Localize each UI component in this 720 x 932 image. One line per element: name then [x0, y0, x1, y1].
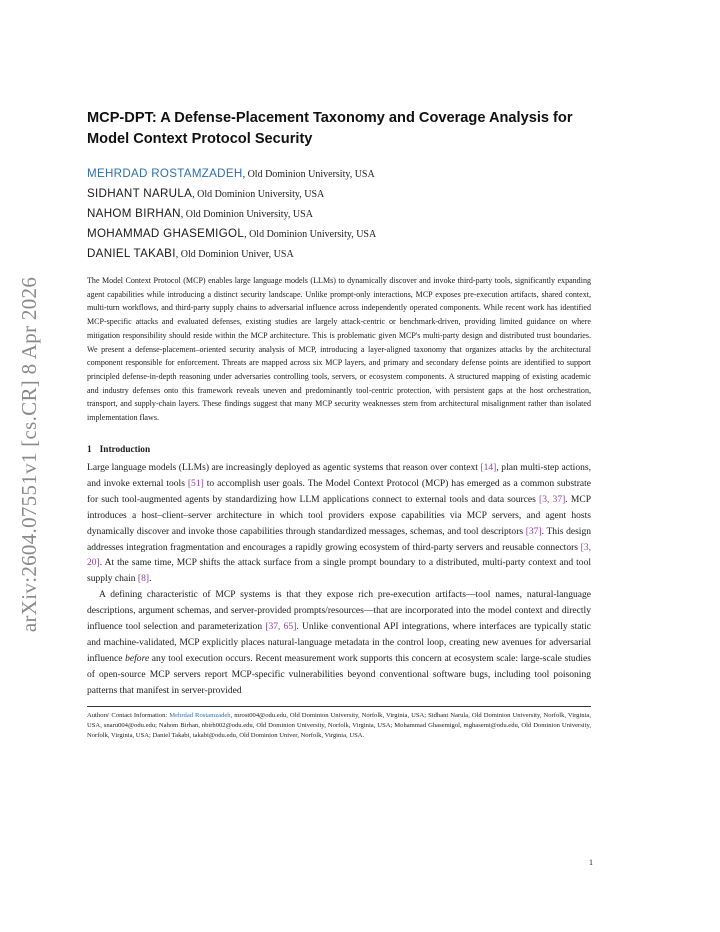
paper-page [87, 108, 591, 741]
text-run: . Unlike conventional API integrations, where interfaces are typically static and machine-validated, MCP explicitly places natural-language metadata in the control loop, creating new avenues for adversarial influence [87, 621, 591, 665]
citation-link[interactable]: [51] [187, 477, 204, 489]
text-run: any tool execution occurs. Recent measurement work supports this concern at ecosystem scale: large-scale studies of open-source MCP servers report MCP-specific vulnerabilities beyond conventional software bugs, including tool poisoning patterns that manifest in server-provided [87, 653, 591, 697]
author-5 [87, 244, 591, 264]
author-name[interactable]: MEHRDAD ROSTAMZADEH [87, 167, 243, 180]
author-4 [87, 224, 591, 244]
emphasis-text: before [125, 653, 150, 665]
abstract: The Model Context Protocol (MCP) enables large language models (LLMs) to dynamically discover and invoke third-party tools, significantly expanding agent capabilities while introducing a distinct security landscape. Unlike prompt-only interactions, MCP exposes pre-execution artifacts, shared context, multi-turn workflows, and third-party supply chains to adversarial influence across independently operated components. While recent work has identified MCP-specific attacks and evaluated defenses, existing studies are largely attack-centric or benchmark-driven, providing limited guidance on where mitigation responsibility should reside within the MCP architecture. This is problematic given MCP's multi-party design and distributed trust boundaries. We present a defense-placement–oriented security analysis of MCP, introducing a layer-aligned taxonomy that organizes attacks by the architectural component responsible for enforcement. Threats are mapped across six MCP layers, and primary and secondary defense points are identified to support principled defense-in-depth reasoning under adversaries controlling tools, servers, or ecosystem components. A structured mapping of existing academic and industry defenses onto this framework reveals uneven and predominantly tool-centric protection, with persistent gaps at the host orchestration, transport, and supply-chain layers. These findings suggest that many MCP security weaknesses stem from architectural misalignment rather than isolated implementation flaws. [87, 276, 591, 423]
author-affiliation: , Old Dominion University, USA [192, 189, 325, 200]
text-run: . MCP introduces a host–client–server architecture in which tool providers expose capabilities via MCP servers, and agent hosts dynamically discover and invoke those capabilities through standardized messages, schemas, and tool descriptors [87, 493, 592, 537]
author-name: DANIEL TAKABI [87, 247, 176, 260]
citation-link[interactable]: [3, 20] [87, 541, 591, 569]
text-run: , mrost004@odu.edu, Old Dominion University, Norfolk, Virginia, USA; Sidhant Narula, Old Dominion University, Norfolk, Virginia, USA, snaru004@odu.edu; Nahom Birhan, nbirh002@odu.edu, Old Dominion University, Norfolk, Virginia, USA; Mohammad Ghasemigol, mghasemi@odu.edu, Old Dominion University, Norfolk, Virginia, USA; Daniel Takabi, takabi@odu.edu, Old Dominion Univer, Norfolk, Virginia, USA. [87, 712, 592, 740]
text-run: Authors' Contact Information: [87, 712, 170, 720]
text-run: A defining characteristic of MCP systems is that they expose rich pre-execution artifacts—tool names, natural-language descriptions, argument schemas, and server-provided prompts/resources—that are incorporated into the model context and directly influence tool selection and parameterization [87, 589, 591, 633]
author-affiliation: , Old Dominion University, USA [242, 169, 375, 180]
author-list [87, 164, 591, 264]
section-heading [87, 443, 591, 457]
text-run: . [149, 573, 152, 585]
citation-link[interactable]: [14] [480, 461, 497, 473]
author-name: MOHAMMAD GHASEMIGOL [87, 227, 245, 240]
section-number: 1 [87, 444, 92, 455]
footnote-divider [87, 706, 591, 707]
text-run: , plan multi-step actions, and invoke external tools [87, 461, 591, 489]
author-affiliation: , Old Dominion Univer, USA [175, 249, 294, 260]
body-text [87, 460, 591, 699]
arxiv-identifier-text: arXiv:2604.07551v1 [cs.CR] 8 Apr 2026 [17, 276, 42, 632]
citation-link[interactable]: [37, 65] [265, 621, 297, 633]
author-name: NAHOM BIRHAN [87, 207, 181, 220]
text-run: . This design addresses integration fragmentation and encourages a rapidly growing ecosystem of third-party servers and reusable connectors [87, 525, 591, 553]
citation-link[interactable]: [3, 37] [539, 493, 566, 505]
section-title: Introduction [99, 444, 151, 455]
paragraph-1 [87, 460, 591, 588]
author-contact-footnote [87, 711, 591, 741]
author-affiliation: , Old Dominion University, USA [244, 229, 377, 240]
text-run: . At the same time, MCP shifts the attack surface from a single prompt boundary to a distributed, multi-party context and tool supply chain [87, 557, 591, 585]
author-2 [87, 184, 591, 204]
author-affiliation: , Old Dominion University, USA [180, 209, 313, 220]
author-name: SIDHANT NARULA [87, 187, 193, 200]
text-run: to accomplish user goals. The Model Context Protocol (MCP) has emerged as a common substrate for such tool-augmented agents by standardizing how LLM applications connect to external tools and data sources [87, 477, 591, 505]
citation-link[interactable]: [37] [525, 525, 542, 537]
author-3 [87, 204, 591, 224]
author-link[interactable]: Mehrdad Rostamzadeh [169, 712, 231, 720]
author-1 [87, 164, 591, 184]
text-run: Large language models (LLMs) are increasingly deployed as agentic systems that reason over context [87, 461, 481, 473]
page-number: 1 [589, 858, 593, 867]
citation-link[interactable]: [8] [137, 573, 150, 585]
paragraph-2 [87, 587, 591, 699]
paper-title: MCP-DPT: A Defense-Placement Taxonomy and Coverage Analysis for Model Context Protocol Security [87, 110, 573, 147]
arxiv-identifier [10, 264, 50, 644]
